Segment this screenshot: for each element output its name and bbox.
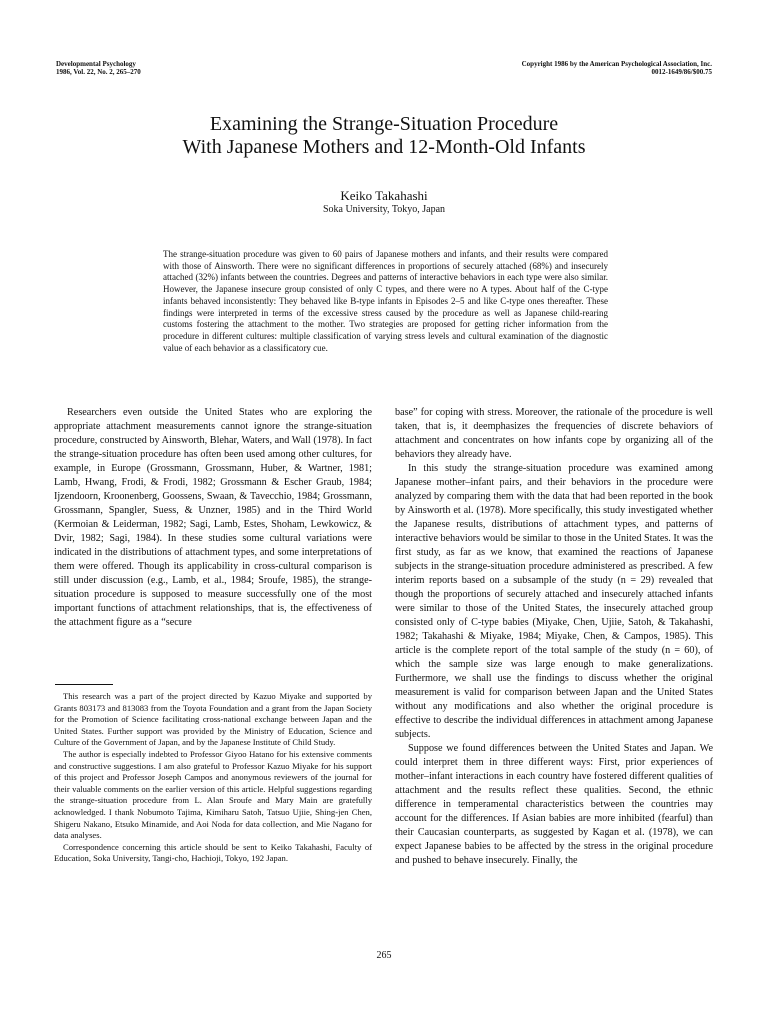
article-title — [0, 113, 768, 159]
title-line-2: With Japanese Mothers and 12-Month-Old Infants — [182, 136, 586, 158]
copyright-text: Copyright 1986 by the American Psychological Association, Inc. — [521, 60, 712, 68]
left-column — [54, 406, 372, 630]
right-column — [395, 406, 713, 868]
page-number: 265 — [376, 950, 392, 961]
abstract: The strange-situation procedure was given to 60 pairs of Japanese mothers and infants, and their results were compared with those of Ainsworth. There were no significant differences in proportions of securely attached (68%) and insecurely attached (32%) infants between the countries. Degrees and patterns of interactive behaviors in each type were also similar. However, the Japanese insecure group consisted of only C types, and there were no A types. About half of the C-type infants behaved inconsistently: They behaved like B-type infants in Episodes 2–5 and like C-type ones thereafter. These findings were interpreted in terms of the excessive stress caused by the procedure as well as Japanese child-rearing customs fostering the attachment to the mother. Two strategies are proposed for getting richer information from the procedure in different cultures: multiple classification of varying stress levels and cultural examination of the diagnostic value of each behavior as a classificatory cue. — [163, 249, 608, 353]
footnotes — [54, 691, 372, 865]
copyright-code: 0012-1649/86/$00.75 — [651, 68, 712, 76]
journal-name: Developmental Psychology — [56, 60, 136, 68]
author-name: Keiko Takahashi — [340, 188, 428, 203]
journal-citation — [56, 60, 141, 76]
footnote-acknowledgments: The author is especially indebted to Professor Giyoo Hatano for his extensive comments and constructive suggestions. I am also grateful to Professor Kazuo Miyake for his support of this project and Professor Joseph Campos and anonymous reviewers of the journal for their valuable comments on the earlier version of this article. Helpful suggestions regarding the strange-situation procedure from L. Alan Sroufe and Mary Main are gratefully acknowledged. I thank Nobumoto Tajima, Kimiharu Satoh, Tatsuo Ujiie, Shing-jen Chen, Shigeru Nakano, Etsuko Minamide, and Aoi Noda for data collection, and Mie Nagano for data analyses. — [54, 748, 372, 841]
journal-volume: 1986, Vol. 22, No. 2, 265–270 — [56, 68, 141, 76]
body-paragraph: base” for coping with stress. Moreover, the rationale of the procedure is well taken, that is, it deemphasizes the frequencies of discrete behaviors of attachment and concentrates on how infants cope by organizing all of the behaviors they already have. — [395, 407, 713, 460]
footnote-correspondence: Correspondence concerning this article should be sent to Keiko Takahashi, Faculty of Education, Soka University, Tangi-cho, Hachioji, Tokyo, 192 Japan. — [54, 841, 372, 864]
author-affiliation: Soka University, Tokyo, Japan — [322, 204, 446, 215]
body-paragraph: Researchers even outside the United States who are exploring the appropriate attachment measurements cannot ignore the strange-situation procedure, constructed by Ainsworth, Blehar, Waters, and Wall (1978). In fact the strange-situation procedure has often been used among other cultures, for example, in Europe (Grossmann, Grossmann, Huber, & Wartner, 1981; Lamb, Hwang, Frodi, & Frodi, 1982; Grossmann & Escher Graub, 1984; Ijzendoorn, Kroonenberg, Goossens, Swaan, & Tavecchio, 1984; Grossmann, Grossmann, Spangler, Suess, & Unzner, 1985) and in the Third World (Kermoian & Leiderman, 1982; Sagi, Lamb, Estes, Shoham, Lewkowicz, & Dvir, 1982; Sagi, 1984). In these studies some cultural variations were indicated in the distributions of attachment types, and some interpretations of them were offered. Though its applicability in cross-cultural comparison is still under discussion (e.g., Lamb, et al., 1984; Sroufe, 1985), the strange-situation procedure is supposed to measure successfully one of the most important functions of attachment relationships, that is, the effectiveness of the attachment figure as a “secure — [54, 407, 372, 628]
footnote-funding: This research was a part of the project directed by Kazuo Miyake and supported by Grants 803173 and 813083 from the Toyota Foundation and a grant from the Japan Society for the Promotion of Science facilitating cross-national exchange between Japan and the United States. Further support was provided by the Ministry of Education, Science and Culture of the Government of Japan, and by the Japanese Institute of Child Study. — [54, 691, 372, 748]
footnote-divider — [55, 684, 113, 685]
body-paragraph: Suppose we found differences between the United States and Japan. We could interpret them in three different ways: First, prior experiences of mother–infant interactions in each country have fostered different qualities of attachment and the results reflect these qualities. Second, the ethnic difference in temperamental characteristics between the countries may account for the differences. If Asian babies are more inhibited (fearful) than their Caucasian counterparts, as suggested by Kagan et al. (1978), we can expect Japanese babies to be affected by the stress in the original procedure and pushed to behave insecurely. Finally, the — [395, 743, 713, 866]
copyright-notice — [522, 60, 712, 76]
body-paragraph: In this study the strange-situation procedure was examined among Japanese mother–infant pairs, and their behaviors in the procedure were analyzed by comparing them with the data that had been reported in the book by Ainsworth et al. (1978). More specifically, this study investigated whether the Japanese results, distributions of attachment types, and patterns of interactive behaviors would be similar to those in the United States. It was the first study, as far as we know, that examined the reactions of Japanese subjects in the strange-situation procedure administered as prescribed. A few interim reports based on a subsample of the study (n = 29) revealed that though the proportions of securely attached and insecurely attached infants were similar to those of the United States, the insecurely attached group consisted only of C-type babies (Miyake, Chen, Ujiie, Satoh, & Takahashi, 1982; Takahashi & Miyake, 1984; Miyake, Chen, & Campos, 1985). This article is the complete report of the total sample of the study (n = 60), of which the sample size was large enough to make generalizations. Furthermore, we shall use the findings to discuss whether the original measurement is valid for comparison between Japan and the United States without any modifications and also whether the original procedure is effective to describe the individual differences in attachment among Japanese subjects. — [395, 463, 714, 740]
title-line-1: Examining the Strange-Situation Procedure — [209, 113, 559, 135]
